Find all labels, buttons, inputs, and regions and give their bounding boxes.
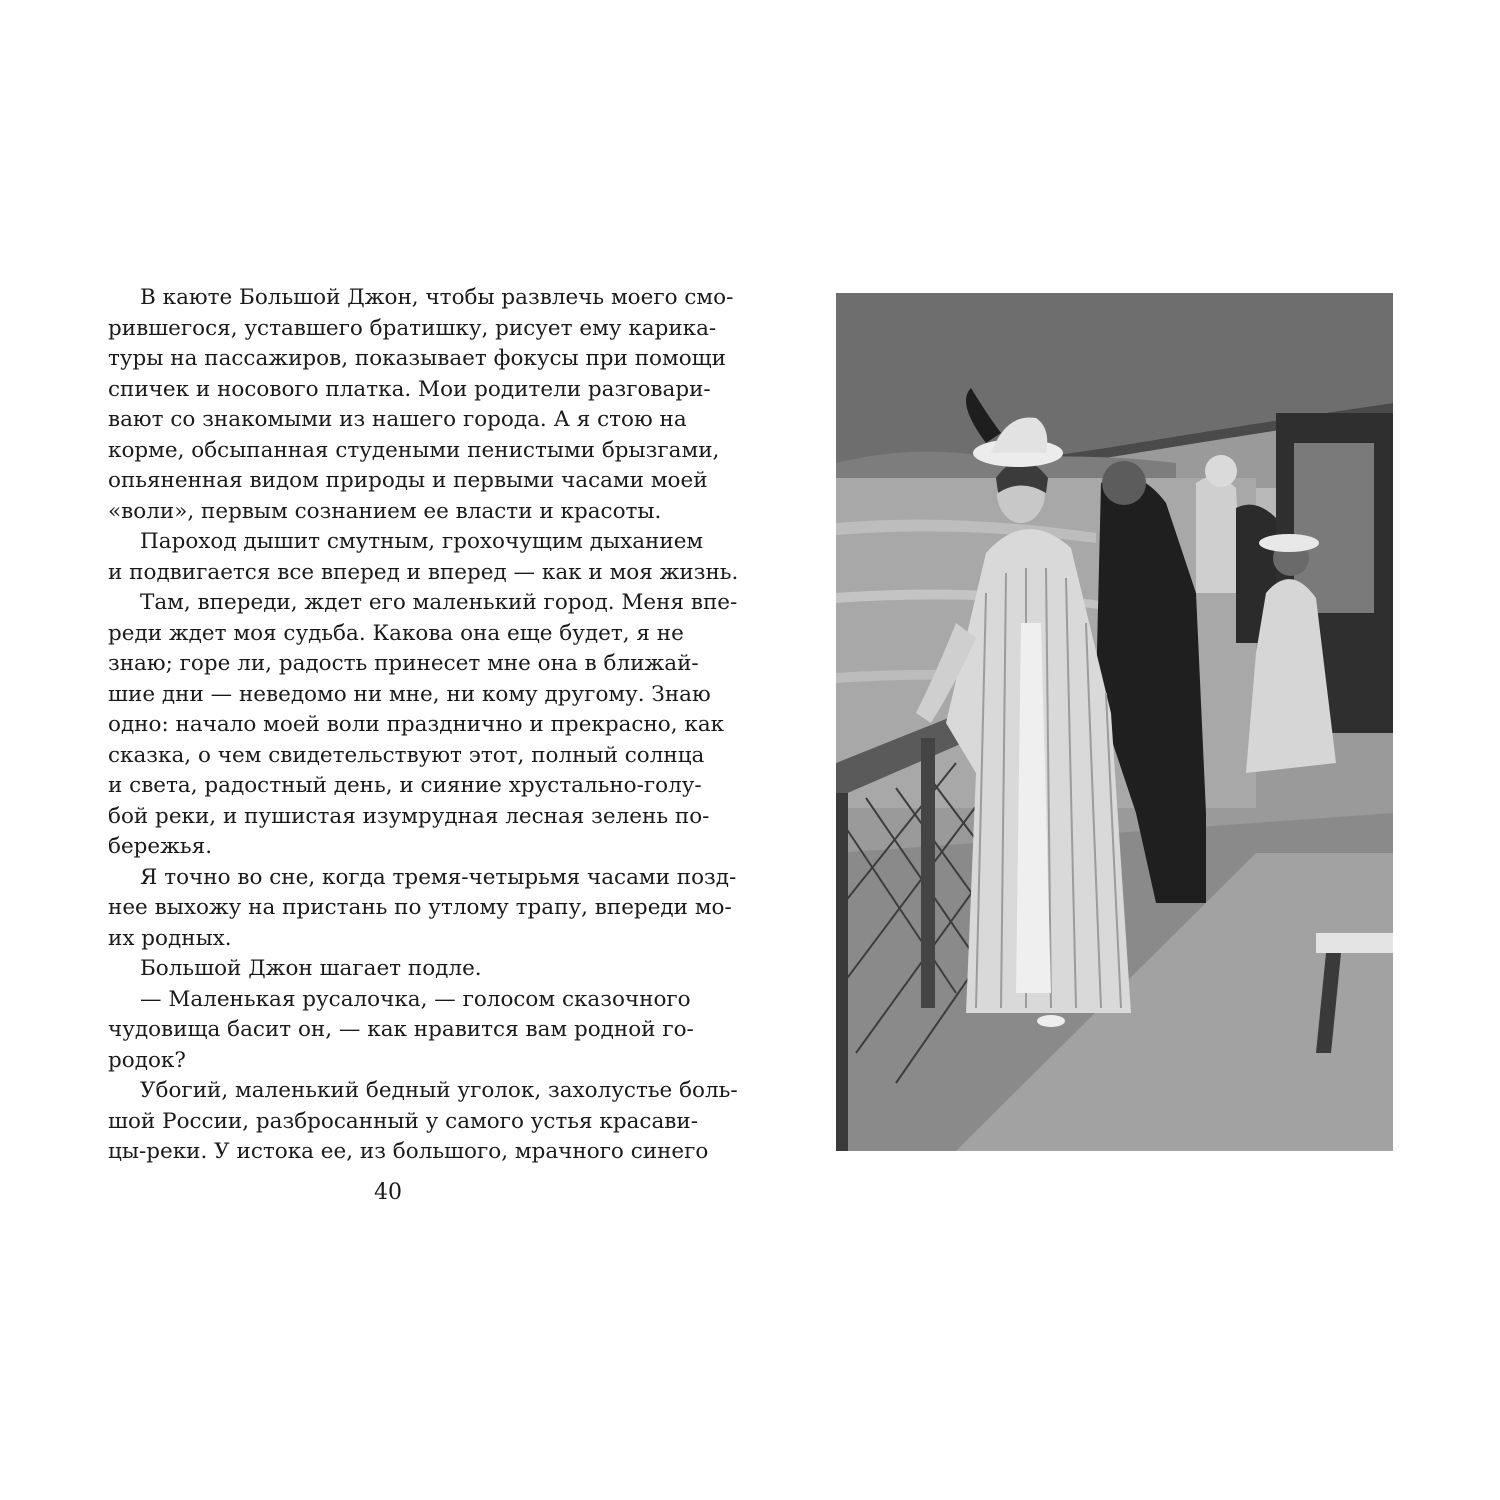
text-line: корме, обсыпанная студеными пенистыми брызгами, xyxy=(108,437,720,463)
text-line: шие дни — неведомо ни мне, ни кому другому. Знаю xyxy=(108,681,711,707)
text-line: бережья. xyxy=(108,834,213,859)
text-line: Пароход дышит смутным, грохочущим дыханием xyxy=(140,529,704,554)
text-line: нее выхожу на пристань по утлому трапу, впереди мо- xyxy=(108,895,732,920)
text-line: реди ждет моя судьба. Какова она еще будет, я не xyxy=(108,620,684,646)
text-line: — Маленькая русалочка, — голосом сказочного xyxy=(140,986,691,1012)
text-line: туры на пассажиров, показывает фокусы при помощи xyxy=(108,346,726,371)
text-line: сказка, о чем свидетельствуют этот, полный солнца xyxy=(108,742,705,768)
text-line: бой реки, и пушистая изумрудная лесная зелень по- xyxy=(108,803,710,829)
text-line: В каюте Большой Джон, чтобы развлечь моего смо- xyxy=(140,285,734,310)
text-line: Я точно во сне, когда тремя-четырьмя часами позд- xyxy=(140,864,737,890)
text-line: спичек и носового платка. Мои родители разговари- xyxy=(108,376,711,402)
text-line: родок? xyxy=(108,1047,186,1073)
text-line: чудовища басит он, — как нравится вам родной го- xyxy=(108,1017,694,1042)
text-line: «воли», первым сознанием ее власти и красоты. xyxy=(108,498,662,524)
text-line: Там, впереди, ждет его маленький город. Меня впе- xyxy=(140,590,738,615)
text-line: вают со знакомыми из нашего города. А я стою на xyxy=(108,407,687,432)
text-line: рившегося, уставшего братишку, рисует ему карика- xyxy=(108,315,717,341)
text-line: опьяненная видом природы и первыми часами моей xyxy=(108,468,708,493)
text-line: их родных. xyxy=(108,925,232,951)
text-line: Большой Джон шагает подле. xyxy=(140,956,482,981)
text-line: и света, радостный день, и сияние хрустально-голу- xyxy=(108,773,702,798)
page-number: 40 xyxy=(374,1180,402,1205)
text-line: одно: начало моей воли празднично и прекрасно, как xyxy=(108,712,725,737)
body-text xyxy=(108,283,739,1168)
text-line: цы-реки. У истока ее, из большого, мрачного синего xyxy=(108,1139,709,1164)
illustration-steamboat-deck xyxy=(836,293,1393,1151)
text-line: Убогий, маленький бедный уголок, захолустье боль- xyxy=(140,1078,738,1103)
text-line: знаю; горе ли, радость принесет мне она в ближай- xyxy=(108,651,699,676)
text-line: и подвигается все вперед и вперед — как и моя жизнь. xyxy=(108,559,739,585)
text-line: шой России, разбросанный у самого устья красави- xyxy=(108,1108,698,1134)
